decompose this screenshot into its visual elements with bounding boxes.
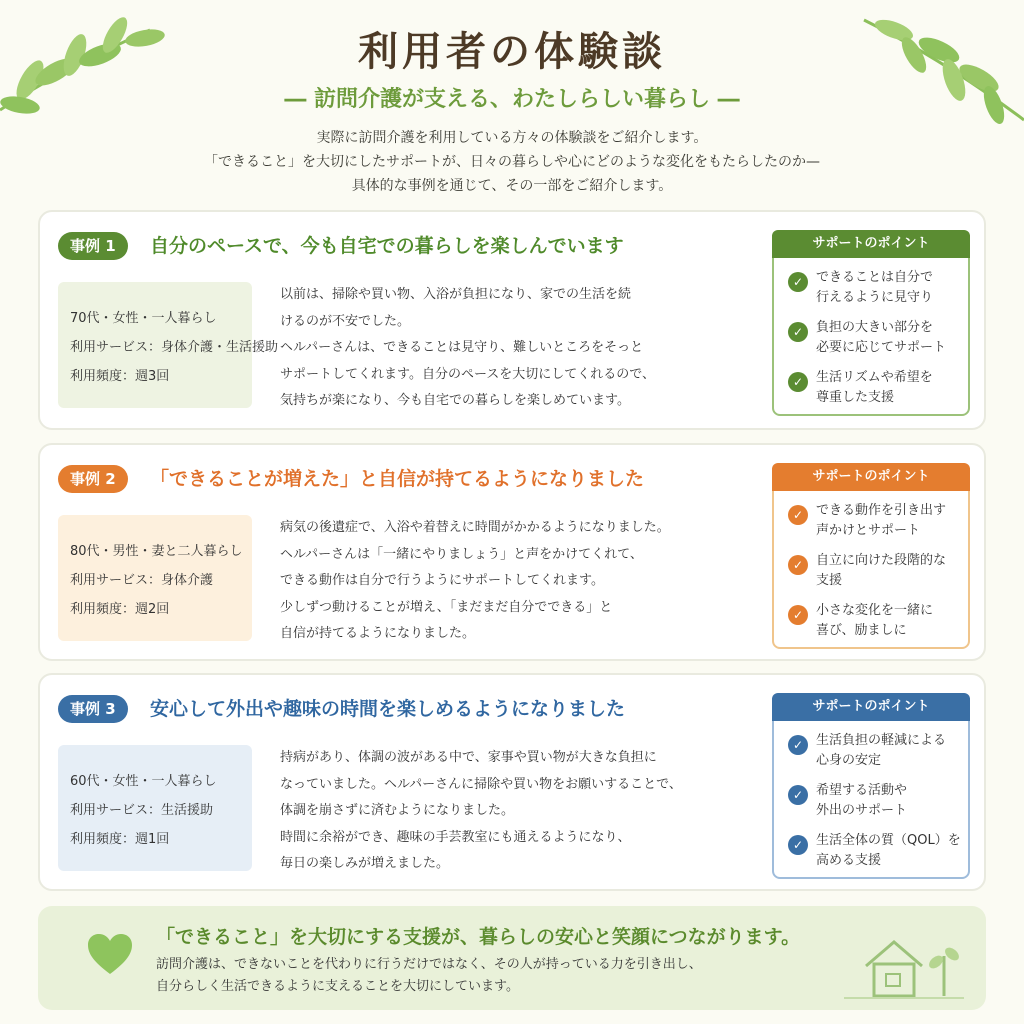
page-title: 利用者の体験談	[358, 28, 666, 75]
support-point-text: できる動作を引き出す 声かけとサポート	[816, 503, 947, 538]
story-line: 自信が持てるようになりました。	[280, 626, 476, 641]
support-point	[774, 731, 968, 771]
profile-frequency: 利用頻度：週3回	[70, 369, 170, 384]
support-points-header: サポートのポイント	[772, 463, 970, 491]
case-profile	[58, 282, 279, 408]
case-card-3	[38, 673, 986, 891]
story-line: なっていました。ヘルパーさんに掃除や買い物をお願いすることで、	[280, 776, 682, 792]
check-icon: ✓	[788, 605, 808, 625]
profile-service: 利用サービス：身体介護・生活援助	[70, 340, 279, 355]
profile-frequency: 利用頻度：週2回	[70, 602, 170, 617]
support-points	[772, 230, 970, 416]
case-story	[280, 515, 750, 648]
story-line: 持病があり、体調の波がある中で、家事や買い物が大きな負担に	[280, 750, 657, 765]
case-badge: 事例 1	[58, 232, 128, 260]
case-title: 自分のペースで、今も自宅での暮らしを楽しんでいます	[150, 235, 624, 257]
story-line: 毎日の楽しみが増えました。	[280, 856, 450, 871]
case-title: 安心して外出や趣味の時間を楽しめるようになりました	[150, 698, 626, 720]
closing-message	[38, 906, 986, 1010]
support-point	[774, 368, 968, 408]
support-point	[774, 551, 968, 591]
check-icon: ✓	[788, 272, 808, 292]
intro-line: 「できること」を大切にしたサポートが、日々の暮らしや心にどのような変化をもたらしたのか—	[204, 154, 820, 170]
support-point-text: 生活リズムや希望を 尊重した支援	[816, 370, 933, 405]
support-point-text: できることは自分で 行えるように見守り	[816, 270, 934, 305]
support-points-header: サポートのポイント	[772, 693, 970, 721]
case-profile	[58, 515, 252, 641]
support-point	[774, 501, 968, 541]
profile-demographics: 70代・女性・一人暮らし	[70, 311, 217, 326]
case-card-1	[38, 210, 986, 430]
check-icon: ✓	[788, 372, 808, 392]
closing-title: 「できること」を大切にする支援が、暮らしの安心と笑顔につながります。	[156, 926, 801, 948]
support-point	[774, 831, 968, 871]
check-icon: ✓	[788, 785, 808, 805]
story-line: 病気の後遺症で、入浴や着替えに時間がかかるようになりました。	[280, 520, 670, 535]
case-card-2	[38, 443, 986, 661]
support-point	[774, 781, 968, 821]
story-line: ヘルパーさんは、できることは見守り、難しいところをそっと	[280, 340, 644, 355]
case-story	[280, 282, 750, 415]
profile-demographics: 80代・男性・妻と二人暮らし	[70, 544, 243, 559]
story-line: けるのが不安でした。	[280, 313, 411, 329]
page-subtitle: ― 訪問介護が支える、わたしらしい暮らし ―	[284, 87, 740, 112]
closing-line: 訪問介護は、できないことを代わりに行うだけではなく、その人が持っている力を引き出し、	[156, 957, 702, 972]
support-point	[774, 318, 968, 358]
support-point-text: 生活全体の質（QOL）を 高める支援	[816, 833, 961, 868]
story-line: できる動作は自分で行うようにサポートしてくれます。	[280, 573, 604, 588]
support-point-text: 小さな変化を一緒に 喜び、励ましに	[816, 603, 934, 638]
support-points-header: サポートのポイント	[772, 230, 970, 258]
support-point	[774, 601, 968, 641]
story-line: ヘルパーさんは「一緒にやりましょう」と声をかけてくれて、	[280, 546, 643, 562]
profile-frequency: 利用頻度：週1回	[70, 832, 170, 847]
check-icon: ✓	[788, 322, 808, 342]
case-profile	[58, 745, 252, 871]
case-badge: 事例 2	[58, 465, 128, 493]
support-point-text: 自立に向けた段階的な 支援	[816, 553, 947, 588]
support-point-text: 生活負担の軽減による 心身の安定	[816, 733, 947, 768]
check-icon: ✓	[788, 835, 808, 855]
support-point-text: 負担の大きい部分を 必要に応じてサポート	[816, 320, 947, 355]
story-line: 気持ちが楽になり、今も自宅での暮らしを楽しめています。	[280, 393, 630, 408]
support-point	[774, 268, 968, 308]
check-icon: ✓	[788, 555, 808, 575]
story-line: 時間に余裕ができ、趣味の手芸教室にも通えるようになり、	[280, 829, 631, 845]
story-line: 少しずつ動けることが増え、「まだまだ自分でできる」と	[280, 599, 613, 615]
intro-line: 具体的な事例を通じて、その一部をご紹介します。	[351, 178, 673, 194]
story-line: 体調を崩さずに済むようになりました。	[280, 803, 515, 818]
story-line: 以前は、掃除や買い物、入浴が負担になり、家での生活を続	[280, 287, 632, 302]
check-icon: ✓	[788, 505, 808, 525]
house-icon	[844, 926, 964, 1004]
closing-text	[156, 954, 702, 998]
support-points	[772, 693, 970, 879]
case-title: 「できることが増えた」と自信が持てるようになりました	[150, 468, 645, 490]
support-point-text: 希望する活動や 外出のサポート	[816, 783, 908, 818]
profile-demographics: 60代・女性・一人暮らし	[70, 774, 217, 789]
case-story	[280, 745, 750, 878]
closing-line: 自分らしく生活できるように支えることを大切にしています。	[156, 979, 519, 994]
check-icon: ✓	[788, 735, 808, 755]
heart-icon	[86, 932, 134, 976]
case-badge: 事例 3	[58, 695, 128, 723]
profile-service: 利用サービス：生活援助	[70, 803, 214, 818]
support-points	[772, 463, 970, 649]
profile-service: 利用サービス：身体介護	[70, 573, 214, 588]
intro-line: 実際に訪問介護を利用している方々の体験談をご紹介します。	[316, 130, 708, 146]
story-line: サポートしてくれます。自分のペースを大切にしてくれるので、	[280, 366, 656, 382]
intro-text	[0, 126, 1024, 198]
